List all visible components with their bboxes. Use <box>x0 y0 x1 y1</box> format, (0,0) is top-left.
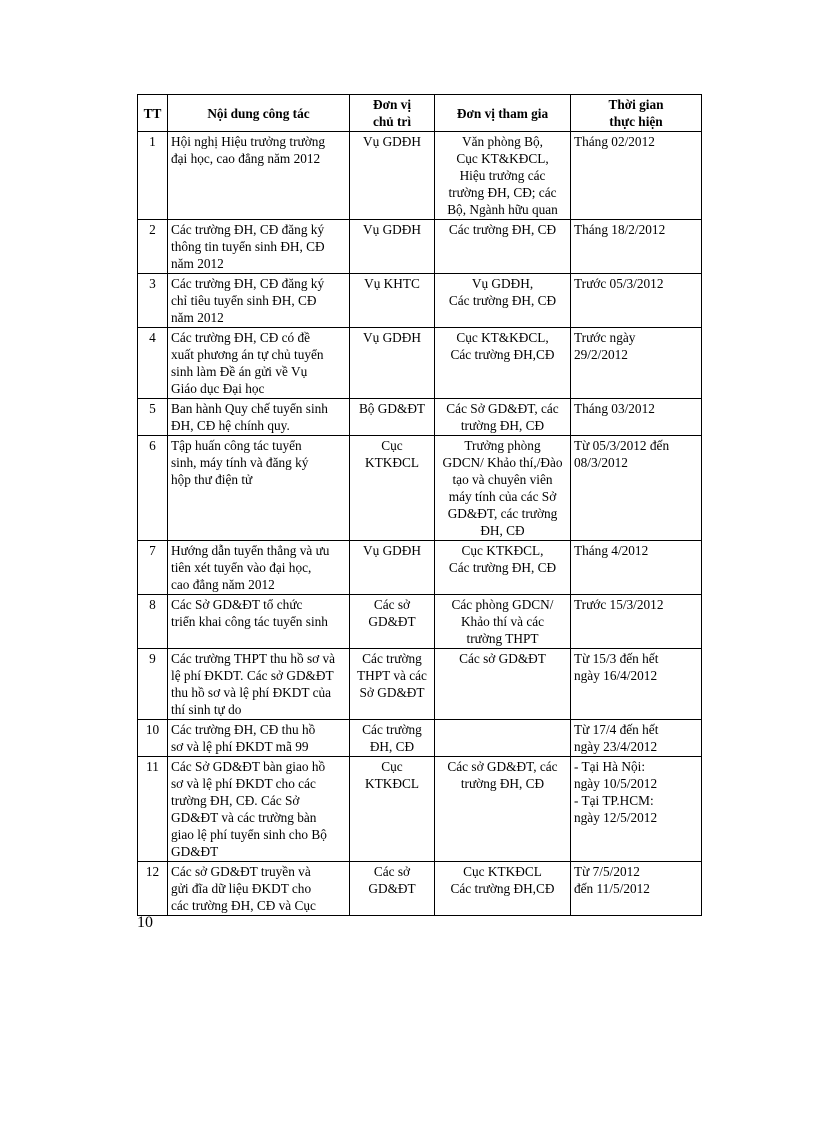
cell-line: 29/2/2012 <box>574 347 628 362</box>
cell-line: Khảo thí và các <box>460 614 545 629</box>
cell-line: Các trường ĐH,CĐ <box>450 881 555 896</box>
cell-line: thông tin tuyển sinh ĐH, CĐ <box>171 239 325 254</box>
cell-lead-unit <box>350 436 435 541</box>
cell-line: ĐH, CĐ <box>369 739 415 754</box>
cell-line: Bộ GD&ĐT <box>358 401 426 416</box>
cell-line: Các trường ĐH, CĐ <box>448 293 557 308</box>
cell-line: Cục KT&KĐCL, <box>456 151 549 166</box>
cell-line: Các sở <box>373 597 411 612</box>
cell-content <box>168 328 350 399</box>
cell-line: TT <box>143 105 162 121</box>
cell-tt: 1 <box>138 132 168 220</box>
cell-lead-unit <box>350 649 435 720</box>
cell-line: Các sở <box>373 864 411 879</box>
cell-time <box>571 220 702 274</box>
cell-time <box>571 541 702 595</box>
cell-line: 08/3/2012 <box>574 455 628 470</box>
cell-line: đại học, cao đẳng năm 2012 <box>171 151 321 166</box>
cell-line: Các Sở GD&ĐT bàn giao hồ <box>171 759 326 774</box>
table-row <box>138 541 702 595</box>
cell-line: chỉ tiêu tuyển sinh ĐH, CĐ <box>171 293 317 308</box>
cell-time <box>571 328 702 399</box>
cell-tt: 9 <box>138 649 168 720</box>
cell-line: trường ĐH, CĐ <box>460 418 545 433</box>
cell-line: chủ trì <box>372 114 412 129</box>
cell-time <box>571 399 702 436</box>
cell-line: Cục <box>381 759 403 774</box>
cell-content <box>168 220 350 274</box>
cell-line: trường ĐH, CĐ; các <box>448 185 557 200</box>
header-lead-unit <box>350 95 435 132</box>
cell-line: Bộ, Ngành hữu quan <box>447 202 558 217</box>
cell-time <box>571 132 702 220</box>
cell-line: GD&ĐT <box>368 614 416 629</box>
header-time <box>571 95 702 132</box>
cell-content <box>168 649 350 720</box>
cell-line: GD&ĐT, các trường <box>447 506 558 521</box>
cell-line: các trường ĐH, CĐ và Cục <box>171 898 316 913</box>
admission-schedule-table <box>137 94 702 916</box>
cell-line: Các trường THPT thu hồ sơ và <box>171 651 336 666</box>
cell-time <box>571 436 702 541</box>
cell-line: trường ĐH, CĐ <box>460 776 545 791</box>
page-number: 10 <box>137 914 153 931</box>
cell-line: Các trường ĐH, CĐ đăng ký <box>171 222 325 237</box>
cell-line: Tháng 03/2012 <box>574 401 655 416</box>
cell-line: Từ 15/3 đến hết <box>574 651 659 666</box>
cell-line: Các trường ĐH,CĐ <box>450 347 555 362</box>
cell-participants <box>435 862 571 916</box>
cell-line: ngày 12/5/2012 <box>574 810 658 825</box>
cell-line: ngày 16/4/2012 <box>574 668 658 683</box>
cell-tt: 6 <box>138 436 168 541</box>
cell-line: Thời gian <box>608 97 664 112</box>
cell-line: Các Sở GD&ĐT, các <box>446 401 559 416</box>
cell-line: GD&ĐT <box>368 881 416 896</box>
cell-line: Vụ GDĐH, <box>471 276 534 291</box>
table-row <box>138 328 702 399</box>
cell-lead-unit <box>350 328 435 399</box>
cell-line: trường THPT <box>466 631 539 646</box>
cell-line: cao đẳng năm 2012 <box>171 577 275 592</box>
table-row <box>138 274 702 328</box>
cell-line: Tháng 18/2/2012 <box>574 222 666 237</box>
cell-line: Đơn vị <box>372 97 412 112</box>
cell-line: Các trường <box>362 722 422 737</box>
cell-line: lệ phí ĐKDT. Các sở GD&ĐT <box>171 668 334 683</box>
table-row <box>138 757 702 862</box>
table-row <box>138 862 702 916</box>
cell-line: KTKĐCL <box>365 455 419 470</box>
cell-line: Trước 15/3/2012 <box>574 597 664 612</box>
cell-line: Sở GD&ĐT <box>359 685 425 700</box>
cell-lead-unit <box>350 595 435 649</box>
cell-participants <box>435 274 571 328</box>
cell-content <box>168 720 350 757</box>
cell-participants <box>435 757 571 862</box>
cell-line: GDCN/ Khảo thí,/Đào <box>442 455 563 470</box>
table-row <box>138 649 702 720</box>
cell-line: sinh làm Đề án gửi về Vụ <box>171 364 308 379</box>
cell-line: Các sở GD&ĐT, các <box>447 759 558 774</box>
cell-line: ĐH, CĐ <box>480 523 525 538</box>
cell-content <box>168 862 350 916</box>
table-row <box>138 132 702 220</box>
cell-tt: 10 <box>138 720 168 757</box>
cell-line: THPT và các <box>357 668 427 683</box>
cell-line: sơ và lệ phí ĐKDT cho các <box>171 776 316 791</box>
cell-lead-unit <box>350 132 435 220</box>
cell-line: Giáo dục Đại học <box>171 381 265 396</box>
table-row <box>138 220 702 274</box>
cell-time <box>571 757 702 862</box>
cell-lead-unit <box>350 541 435 595</box>
cell-line: Vụ GDĐH <box>363 134 421 149</box>
cell-line: Các trường ĐH, CĐ có đề <box>171 330 311 345</box>
cell-line: Từ 7/5/2012 <box>574 864 640 879</box>
cell-content <box>168 595 350 649</box>
cell-line: sinh, máy tính và đăng ký <box>171 455 309 470</box>
cell-line: Ban hành Quy chế tuyển sinh <box>171 401 328 416</box>
cell-line: ĐH, CĐ hệ chính quy. <box>171 418 290 433</box>
cell-line: Vụ KHTC <box>364 276 420 291</box>
cell-line: Cục <box>381 438 403 453</box>
cell-time <box>571 720 702 757</box>
cell-line: Nội dung công tác <box>207 105 310 121</box>
table-row <box>138 720 702 757</box>
cell-line: Các sở GD&ĐT <box>459 651 546 666</box>
cell-line: Các trường ĐH, CĐ thu hồ <box>171 722 316 737</box>
cell-tt: 3 <box>138 274 168 328</box>
cell-line: Các sở GD&ĐT truyền và <box>171 864 311 879</box>
cell-line: Các trường ĐH, CĐ <box>448 222 557 237</box>
cell-line: Hiệu trưởng các <box>459 168 546 183</box>
cell-line: tạo và chuyên viên <box>452 472 553 487</box>
cell-line: Các phòng GDCN/ <box>451 597 554 612</box>
cell-line: Trưởng phòng <box>464 438 541 453</box>
cell-content <box>168 541 350 595</box>
cell-line: Trước 05/3/2012 <box>574 276 664 291</box>
cell-line: Từ 17/4 đến hết <box>574 722 659 737</box>
cell-time <box>571 862 702 916</box>
cell-line: Hội nghị Hiệu trưởng trường <box>171 134 326 149</box>
cell-tt: 7 <box>138 541 168 595</box>
cell-line: Đơn vị tham gia <box>456 105 549 121</box>
cell-participants <box>435 649 571 720</box>
cell-line: Các trường ĐH, CĐ <box>448 560 557 575</box>
cell-participants <box>435 399 571 436</box>
cell-line: Tháng 4/2012 <box>574 543 649 558</box>
cell-line: GD&ĐT <box>171 844 219 859</box>
cell-line: Cục KT&KĐCL, <box>456 330 549 345</box>
cell-line: sơ và lệ phí ĐKDT mã 99 <box>171 739 309 754</box>
cell-line: Vụ GDĐH <box>363 543 421 558</box>
cell-line: giao lệ phí tuyển sinh cho Bộ <box>171 827 327 842</box>
cell-lead-unit <box>350 399 435 436</box>
cell-line: Hướng dẫn tuyển thẳng và ưu <box>171 543 330 558</box>
cell-line: Trước ngày <box>574 330 636 345</box>
cell-tt: 8 <box>138 595 168 649</box>
cell-line: Cục KTKĐCL <box>463 864 542 879</box>
cell-tt: 11 <box>138 757 168 862</box>
cell-line: Từ 05/3/2012 đến <box>574 438 670 453</box>
cell-line: máy tính của các Sở <box>448 489 557 504</box>
cell-line: Vụ GDĐH <box>363 222 421 237</box>
cell-lead-unit <box>350 862 435 916</box>
cell-line: triển khai công tác tuyển sinh <box>171 614 328 629</box>
cell-content <box>168 274 350 328</box>
table-header-row <box>138 95 702 132</box>
table-row <box>138 436 702 541</box>
cell-line: thí sinh tự do <box>171 702 242 717</box>
cell-line: đến 11/5/2012 <box>574 881 650 896</box>
cell-participants <box>435 595 571 649</box>
cell-line: Tập huấn công tác tuyển <box>171 438 302 453</box>
cell-participants <box>435 720 571 757</box>
cell-line: gửi đĩa dữ liệu ĐKDT cho <box>171 881 312 896</box>
cell-line: Văn phòng Bộ, <box>462 134 543 149</box>
cell-line: xuất phương án tự chủ tuyển <box>171 347 324 362</box>
cell-participants <box>435 328 571 399</box>
header-tt <box>138 95 168 132</box>
cell-line: trường ĐH, CĐ. Các Sở <box>171 793 300 808</box>
cell-line: tiên xét tuyển vào đại học, <box>171 560 312 575</box>
cell-participants <box>435 436 571 541</box>
cell-content <box>168 132 350 220</box>
cell-line: thu hồ sơ và lệ phí ĐKDT của <box>171 685 332 700</box>
cell-line: GD&ĐT và các trường bàn <box>171 810 317 825</box>
cell-line: - Tại Hà Nội: <box>574 759 646 774</box>
cell-tt: 5 <box>138 399 168 436</box>
cell-line: Các Sở GD&ĐT tổ chức <box>171 597 303 612</box>
cell-time <box>571 649 702 720</box>
cell-content <box>168 399 350 436</box>
cell-line: Tháng 02/2012 <box>574 134 655 149</box>
header-participants <box>435 95 571 132</box>
cell-line: KTKĐCL <box>365 776 419 791</box>
cell-participants <box>435 220 571 274</box>
cell-line: ngày 23/4/2012 <box>574 739 658 754</box>
cell-content <box>168 436 350 541</box>
cell-time <box>571 274 702 328</box>
table-row <box>138 595 702 649</box>
cell-lead-unit <box>350 757 435 862</box>
cell-line: năm 2012 <box>171 310 224 325</box>
cell-line: Vụ GDĐH <box>363 330 421 345</box>
cell-time <box>571 595 702 649</box>
cell-tt: 12 <box>138 862 168 916</box>
cell-line: Các trường ĐH, CĐ đăng ký <box>171 276 325 291</box>
cell-line: Cục KTKĐCL, <box>461 543 544 558</box>
cell-line: ngày 10/5/2012 <box>574 776 658 791</box>
cell-line: - Tại TP.HCM: <box>574 793 654 808</box>
cell-line: Các trường <box>362 651 422 666</box>
cell-participants <box>435 541 571 595</box>
header-content <box>168 95 350 132</box>
cell-lead-unit <box>350 220 435 274</box>
cell-participants <box>435 132 571 220</box>
cell-line: năm 2012 <box>171 256 224 271</box>
cell-lead-unit <box>350 720 435 757</box>
cell-line: hộp thư điện tử <box>171 472 253 487</box>
cell-content <box>168 757 350 862</box>
cell-lead-unit <box>350 274 435 328</box>
table-row <box>138 399 702 436</box>
cell-tt: 4 <box>138 328 168 399</box>
cell-line: thực hiện <box>609 114 663 129</box>
cell-tt: 2 <box>138 220 168 274</box>
